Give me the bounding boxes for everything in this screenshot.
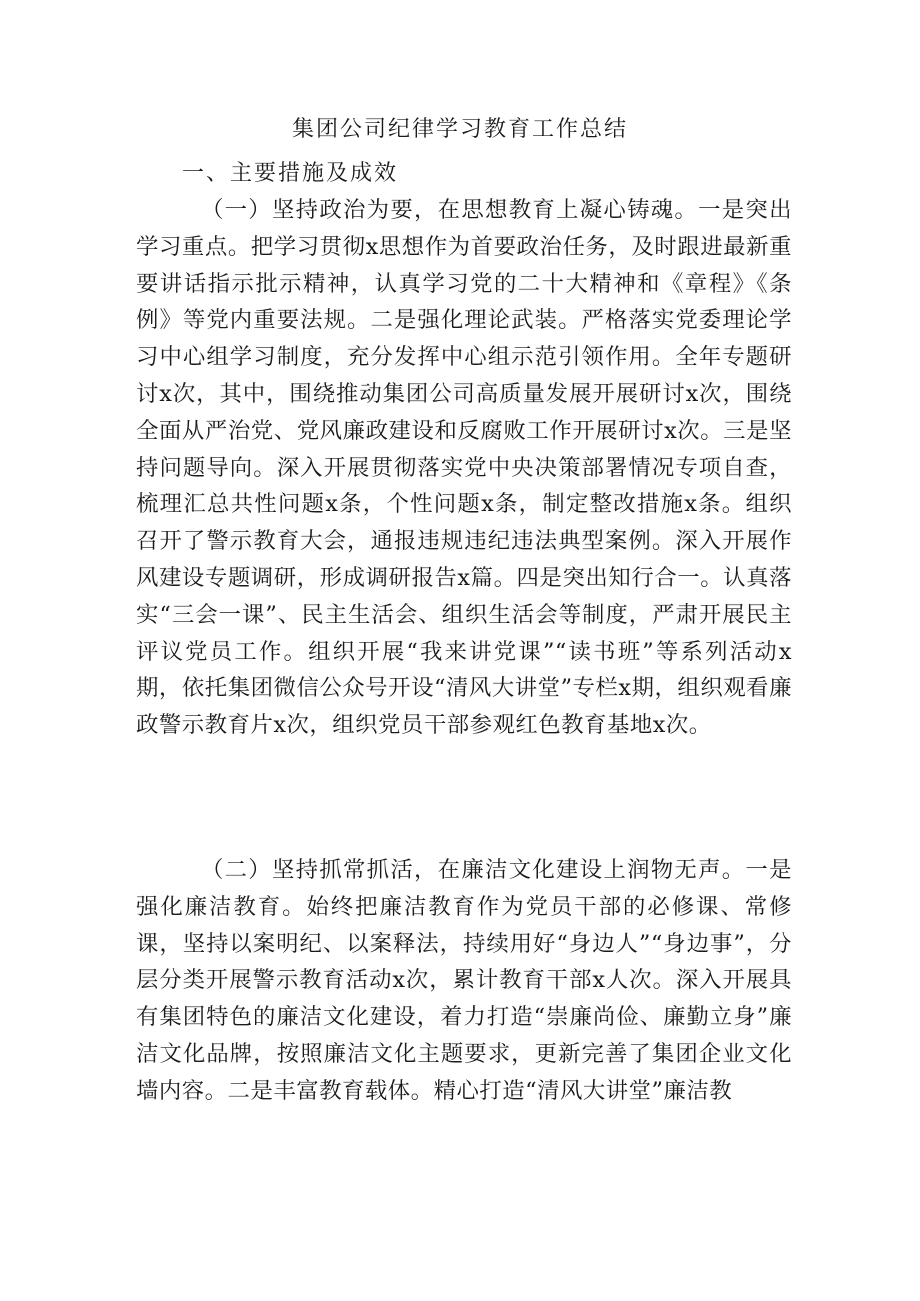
document-title: 集团公司纪律学习教育工作总结 xyxy=(291,117,628,142)
paragraph-1: （一）坚持政治为要，在思想教育上凝心铸魂。一是突出学习重点。把学习贯彻x思想作为首要政治任务，及时跟进最新重要讲话指示批示精神，认真学习党的二十大精神和《章程》《条例》等党内重要法规。二是强化理论武装。严格落实党委理论学习中心组学习制度，充分发挥中心组示范引领作用。全年专题研讨x次，其中，围绕推动集团公司高质量发展开展研讨x次，围绕全面从严治党、党风廉政建设和反腐败工作开展研讨x次。三是坚持问题导向。深入开展贯彻落实党中央决策部署情况专项自查，梳理汇总共性问题x条，个性问题x条，制定整改措施x条。组织召开了警示教育大会，通报违规违纪违法典型案例。深入开展作风建设专题调研，形成调研报告x篇。四是突出知行合一。认真落实“三会一课”、民主生活会、组织生活会等制度，严肃开展民主评议党员工作。组织开展“我来讲党课”“读书班”等系列活动x期，依托集团微信公众号开设“清风大讲堂”专栏x期，组织观看廉政警示教育片x次，组织党员干部参观红色教育基地x次。 xyxy=(136,197,792,739)
section-heading: 一、主要措施及成效 xyxy=(182,161,399,186)
paragraph-2: （二）坚持抓常抓活，在廉洁文化建设上润物无声。一是强化廉洁教育。始终把廉洁教育作为党员干部的必修课、常修课，坚持以案明纪、以案释法，持续用好“身边人”“身边事”，分层分类开展警示教育活动x次，累计教育干部x人次。深入开展具有集团特色的廉洁文化建设，着力打造“崇廉尚俭、廉勤立身”廉洁文化品牌，按照廉洁文化主题要求，更新完善了集团企业文化墙内容。二是丰富教育载体。精心打造“清风大讲堂”廉洁教 xyxy=(136,857,792,1104)
